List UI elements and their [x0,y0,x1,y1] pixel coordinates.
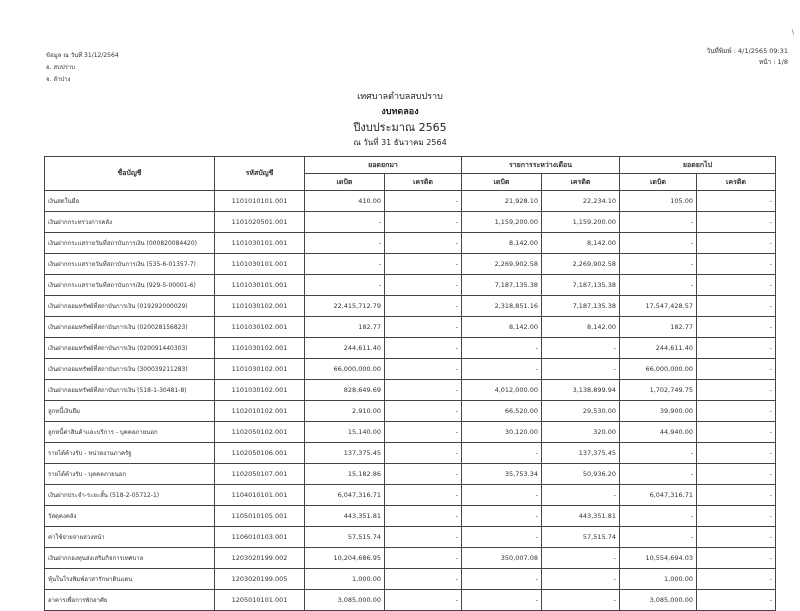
cf-debit-cell: 1,702,749.75 [620,380,697,401]
month-credit-cell: 7,187,135.38 [542,296,620,317]
trial-balance-table [44,156,776,611]
bf-credit-cell: - [385,401,462,422]
month-credit-cell: 7,187,135.38 [542,275,620,296]
header-brought-forward: ยอดยกมา [305,157,462,174]
page-number: หน้า : 1/8 [758,58,788,66]
month-credit-cell: - [542,485,620,506]
account-code-cell: 1101030102.001 [215,359,305,380]
month-credit-cell: - [542,590,620,611]
cf-credit-cell: - [697,569,776,590]
account-name-cell: รายได้ค้างรับ - บุคคลภายนอก [45,464,215,485]
bf-credit-cell: - [385,275,462,296]
table-row [45,569,776,590]
bf-credit-cell: - [385,569,462,590]
month-credit-cell: 2,269,902.58 [542,254,620,275]
cf-credit-cell: - [697,401,776,422]
bf-debit-cell: - [305,233,385,254]
report-meta-left [46,50,119,86]
account-code-cell: 1101030102.001 [215,380,305,401]
header-bf-credit: เครดิต [385,174,462,191]
month-credit-cell: 1,159,200.00 [542,212,620,233]
account-name-cell: เงินฝากกระแสรายวันที่สถาบันการเงิน (929-5-00001-6) [45,275,215,296]
bf-debit-cell: 137,375.45 [305,443,385,464]
table-row [45,443,776,464]
table-row [45,212,776,233]
month-debit-cell: 30,120.00 [462,422,542,443]
table-row [45,548,776,569]
fiscal-year: ปีงบประมาณ 2565 [353,121,447,134]
account-code-cell: 1102050102.001 [215,422,305,443]
report-meta-right [706,46,788,68]
month-debit-cell: 35,753.34 [462,464,542,485]
report-title: งบทดลอง [381,107,419,117]
account-name-cell: หุ้นในโรงพิมพ์อาสารักษาดินแดน [45,569,215,590]
account-code-cell: 1101030101.001 [215,254,305,275]
cf-debit-cell: - [620,275,697,296]
account-name-cell: เงินฝากออมทรัพย์ที่สถาบันการเงิน (518-1-30481-8) [45,380,215,401]
account-code-cell: 1105010105.001 [215,506,305,527]
header-cf-credit: เครดิต [697,174,776,191]
cf-debit-cell: 6,047,316.71 [620,485,697,506]
table-row [45,380,776,401]
account-name-cell: เงินฝากกระแสรายวันที่สถาบันการเงิน (000820084420) [45,233,215,254]
cf-debit-cell: - [620,443,697,464]
table-row [45,338,776,359]
account-code-cell: 1101030101.001 [215,275,305,296]
cf-debit-cell: 182.77 [620,317,697,338]
header-account-name: ชื่อบัญชี [45,157,215,191]
month-debit-cell: - [462,338,542,359]
bf-credit-cell: - [385,212,462,233]
bf-debit-cell: 244,611.40 [305,338,385,359]
cf-credit-cell: - [697,443,776,464]
table-row [45,506,776,527]
account-code-cell: 1102010102.001 [215,401,305,422]
cf-debit-cell: 105.00 [620,191,697,212]
bf-debit-cell: 410.00 [305,191,385,212]
cf-credit-cell: - [697,464,776,485]
cf-credit-cell: - [697,422,776,443]
bf-credit-cell: - [385,233,462,254]
bf-debit-cell: 182.77 [305,317,385,338]
bf-debit-cell: 10,204,686.95 [305,548,385,569]
account-code-cell: 1101020501.001 [215,212,305,233]
cf-credit-cell: - [697,296,776,317]
account-name-cell: เงินฝากประจำ-ระยะสั้น (518-2-05712-1) [45,485,215,506]
account-code-cell: 1104010101.001 [215,485,305,506]
cf-credit-cell: - [697,380,776,401]
cf-debit-cell: 244,611.40 [620,338,697,359]
cf-credit-cell: - [697,191,776,212]
account-name-cell: ค่าใช้จ่ายจ่ายล่วงหน้า [45,527,215,548]
month-debit-cell: 7,187,135.38 [462,275,542,296]
table-row [45,254,776,275]
account-code-cell: 1101030102.001 [215,338,305,359]
month-debit-cell: - [462,527,542,548]
cf-debit-cell: 66,000,000.00 [620,359,697,380]
bf-credit-cell: - [385,443,462,464]
bf-debit-cell: 22,415,712.79 [305,296,385,317]
cf-debit-cell: 10,554,694.03 [620,548,697,569]
month-credit-cell: - [542,548,620,569]
bf-credit-cell: - [385,527,462,548]
account-name-cell: เงินฝากออมทรัพย์ที่สถาบันการเงิน (020028156823) [45,317,215,338]
month-credit-cell: 320.00 [542,422,620,443]
bf-credit-cell: - [385,191,462,212]
header-carried-forward: ยอดยกไป [620,157,776,174]
account-code-cell: 1203020199.005 [215,569,305,590]
cf-credit-cell: - [697,254,776,275]
corner-mark: \ [791,28,794,36]
month-credit-cell: 8,142.00 [542,317,620,338]
account-name-cell: เงินฝากออมทรัพย์ที่สถาบันการเงิน (019292000029) [45,296,215,317]
table-row [45,401,776,422]
bf-credit-cell: - [385,590,462,611]
account-code-cell: 1102050107.001 [215,464,305,485]
cf-debit-cell: 39,900.00 [620,401,697,422]
bf-credit-cell: - [385,317,462,338]
month-debit-cell: - [462,359,542,380]
cf-debit-cell: - [620,506,697,527]
bf-credit-cell: - [385,359,462,380]
account-code-cell: 1205010101.001 [215,590,305,611]
as-of-date: ณ วันที่ 31 ธันวาคม 2564 [353,138,447,147]
account-name-cell: เงินฝากกระแสรายวันที่สถาบันการเงิน (535-6-01357-7) [45,254,215,275]
print-date: วันที่พิมพ์ : 4/1/2565 09:31 [706,47,788,55]
bf-credit-cell: - [385,485,462,506]
month-debit-cell: - [462,569,542,590]
table-row [45,275,776,296]
month-credit-cell: 443,351.81 [542,506,620,527]
bf-credit-cell: - [385,296,462,317]
bf-debit-cell: 3,085,000.00 [305,590,385,611]
province-line: จ. ลำปาง [46,76,71,83]
bf-debit-cell: 828,649.69 [305,380,385,401]
account-name-cell: เงินฝากกองทุนส่งเสริมกิจการเทศบาล [45,548,215,569]
month-debit-cell: 8,142.00 [462,233,542,254]
cf-credit-cell: - [697,317,776,338]
table-row [45,359,776,380]
cf-credit-cell: - [697,590,776,611]
cf-debit-cell: 3,085,000.00 [620,590,697,611]
table-row [45,590,776,611]
cf-credit-cell: - [697,359,776,380]
month-debit-cell: 8,142.00 [462,317,542,338]
table-row [45,485,776,506]
month-credit-cell: 3,138,899.94 [542,380,620,401]
cf-debit-cell: - [620,464,697,485]
bf-credit-cell: - [385,422,462,443]
account-code-cell: 1101030102.001 [215,296,305,317]
month-debit-cell: - [462,443,542,464]
report-titles [0,90,800,150]
header-cf-debit: เดบิต [620,174,697,191]
month-credit-cell: 29,530.00 [542,401,620,422]
bf-debit-cell: 6,047,316.71 [305,485,385,506]
month-debit-cell: 2,318,851.16 [462,296,542,317]
account-code-cell: 1102050106.001 [215,443,305,464]
table-row [45,233,776,254]
bf-debit-cell: 15,140.00 [305,422,385,443]
month-credit-cell: 137,375.45 [542,443,620,464]
bf-credit-cell: - [385,548,462,569]
table-row [45,527,776,548]
bf-debit-cell: 443,351.81 [305,506,385,527]
bf-credit-cell: - [385,338,462,359]
bf-credit-cell: - [385,254,462,275]
table-row [45,317,776,338]
bf-credit-cell: - [385,506,462,527]
header-month-debit: เดบิต [462,174,542,191]
table-row [45,422,776,443]
header-during-month: รายการระหว่างเดือน [462,157,620,174]
header-bf-debit: เดบิต [305,174,385,191]
bf-debit-cell: 66,000,000.00 [305,359,385,380]
cf-debit-cell: 17,547,428.57 [620,296,697,317]
month-credit-cell: 50,936.20 [542,464,620,485]
account-name-cell: รายได้ค้างรับ - หน่วยงานภาครัฐ [45,443,215,464]
bf-debit-cell: 1,000.00 [305,569,385,590]
account-name-cell: เงินฝากออมทรัพย์ที่สถาบันการเงิน (300039211283) [45,359,215,380]
account-name-cell: เงินฝากออมทรัพย์ที่สถาบันการเงิน (020091440303) [45,338,215,359]
table-row [45,464,776,485]
table-row [45,296,776,317]
cf-credit-cell: - [697,485,776,506]
bf-credit-cell: - [385,380,462,401]
bf-debit-cell: 57,515.74 [305,527,385,548]
cf-credit-cell: - [697,548,776,569]
cf-credit-cell: - [697,338,776,359]
month-credit-cell: - [542,338,620,359]
header-month-credit: เครดิต [542,174,620,191]
cf-credit-cell: - [697,275,776,296]
month-debit-cell: - [462,506,542,527]
month-credit-cell: - [542,569,620,590]
header-account-code: รหัสบัญชี [215,157,305,191]
month-debit-cell: - [462,485,542,506]
bf-credit-cell: - [385,464,462,485]
district-line: อ. สบปราบ [46,64,76,71]
cf-credit-cell: - [697,233,776,254]
organization-title: เทศบาลตำบลสบปราบ [357,92,443,102]
account-name-cell: เงินสดในมือ [45,191,215,212]
bf-debit-cell: 2,910.00 [305,401,385,422]
account-code-cell: 1106010103.001 [215,527,305,548]
account-name-cell: ลูกหนี้ค่าสินค้าและบริการ - บุคคลภายนอก [45,422,215,443]
month-debit-cell: 350,007.08 [462,548,542,569]
bf-debit-cell: - [305,212,385,233]
cf-debit-cell: - [620,233,697,254]
month-debit-cell: 1,159,200.00 [462,212,542,233]
cf-debit-cell: - [620,212,697,233]
account-code-cell: 1101030101.001 [215,233,305,254]
month-debit-cell: 66,520.00 [462,401,542,422]
month-debit-cell: 2,269,902.58 [462,254,542,275]
month-credit-cell: - [542,359,620,380]
cf-debit-cell: - [620,527,697,548]
month-debit-cell: 21,928.10 [462,191,542,212]
account-code-cell: 1101010101.001 [215,191,305,212]
cf-debit-cell: 44,940.00 [620,422,697,443]
cf-credit-cell: - [697,212,776,233]
account-code-cell: 1203020199.002 [215,548,305,569]
table-row [45,191,776,212]
month-credit-cell: 22,234.10 [542,191,620,212]
account-name-cell: เงินฝากกระทรวงการคลัง [45,212,215,233]
month-debit-cell: - [462,590,542,611]
bf-debit-cell: - [305,275,385,296]
month-debit-cell: 4,012,000.00 [462,380,542,401]
month-credit-cell: 8,142.00 [542,233,620,254]
account-name-cell: ลูกหนี้เงินยืม [45,401,215,422]
month-credit-cell: 57,515.74 [542,527,620,548]
cf-debit-cell: 1,000.00 [620,569,697,590]
data-date: ข้อมูล ณ วันที่ 31/12/2564 [46,52,119,59]
bf-debit-cell: 15,182.86 [305,464,385,485]
account-name-cell: วัสดุคงคลัง [45,506,215,527]
account-code-cell: 1101030102.001 [215,317,305,338]
bf-debit-cell: - [305,254,385,275]
table-body [45,191,776,611]
cf-credit-cell: - [697,506,776,527]
cf-debit-cell: - [620,254,697,275]
cf-credit-cell: - [697,527,776,548]
account-name-cell: อาคารเพื่อการพักอาศัย [45,590,215,611]
